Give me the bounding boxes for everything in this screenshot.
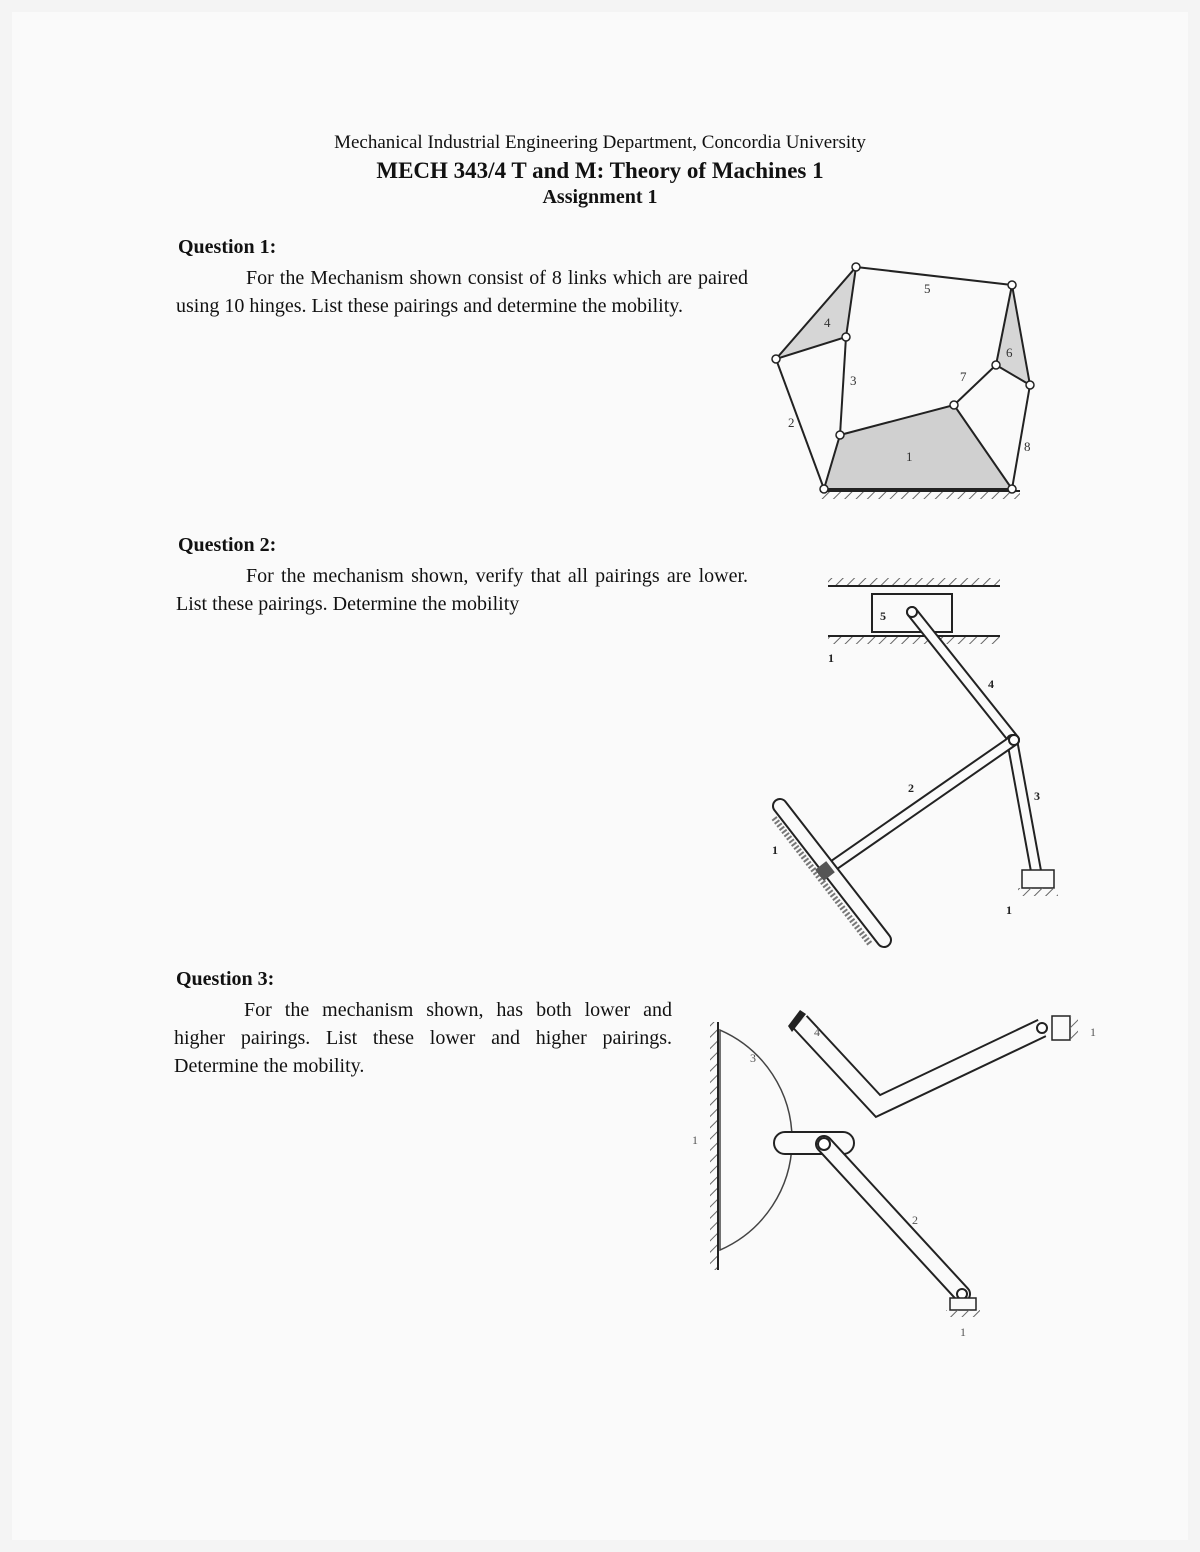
label-link-5: 5 — [924, 281, 931, 296]
label-ground-upper: 1 — [828, 651, 834, 665]
ground-hatch — [820, 491, 1020, 499]
link-2 — [824, 740, 1014, 872]
link-4 — [776, 267, 856, 359]
assignment-title: Assignment 1 — [542, 186, 658, 208]
department-line: Mechanical Industrial Engineering Department, Concordia University — [334, 132, 866, 153]
question-1-title: Question 1: — [178, 236, 277, 258]
question-3-title: Question 3: — [176, 968, 275, 990]
link-6 — [996, 285, 1030, 385]
link-3 — [840, 337, 846, 435]
question-1-text: For the Mechanism shown consist of 8 links which are paired using 10 hinges. List these pairings and determine the mobility. — [176, 267, 748, 317]
label-link-2: 2 — [788, 415, 795, 430]
label-link-4: 4 — [824, 315, 831, 330]
label-link-5: 5 — [880, 609, 886, 623]
label-link-3: 3 — [750, 1051, 756, 1065]
label-link-3: 3 — [850, 373, 857, 388]
question-2-title: Question 2: — [178, 534, 277, 556]
label-ground-right: 1 — [1090, 1025, 1096, 1039]
link-2 — [824, 1144, 962, 1294]
figure-slider-linkage — [760, 570, 1040, 960]
question-3-text: For the mechanism shown, has both lower and higher pairings. List these lower and higher pairings. Determine the mobility. — [174, 999, 672, 1077]
figure-eight-link-mechanism — [760, 255, 1060, 515]
course-title: MECH 343/4 T and M: Theory of Machines 1 — [376, 158, 824, 183]
label-link-4: 4 — [988, 677, 994, 691]
label-link-7: 7 — [960, 369, 967, 384]
figure-cam-follower-mechanism — [680, 1010, 1120, 1350]
link-5 — [856, 267, 1012, 285]
label-link-8: 8 — [1024, 439, 1031, 454]
label-ground-bottom: 1 — [960, 1325, 966, 1339]
label-link-2: 2 — [908, 781, 914, 795]
label-ground-pivot: 1 — [1006, 903, 1012, 917]
question-2-text: For the mechanism shown, verify that all pairings are lower. List these pairings. Determine the mobility — [176, 565, 748, 615]
label-ground-incline: 1 — [772, 843, 778, 857]
label-link-6: 6 — [1006, 345, 1013, 360]
label-link-4: 4 — [814, 1025, 820, 1039]
label-link-1: 1 — [906, 449, 913, 464]
label-ground-wall: 1 — [692, 1133, 698, 1147]
label-link-3: 3 — [1034, 789, 1040, 803]
label-link-2: 2 — [912, 1213, 918, 1227]
link-8 — [1012, 385, 1030, 489]
link-1 — [824, 405, 1012, 489]
link-4 — [912, 612, 1014, 740]
link-2 — [776, 359, 824, 489]
